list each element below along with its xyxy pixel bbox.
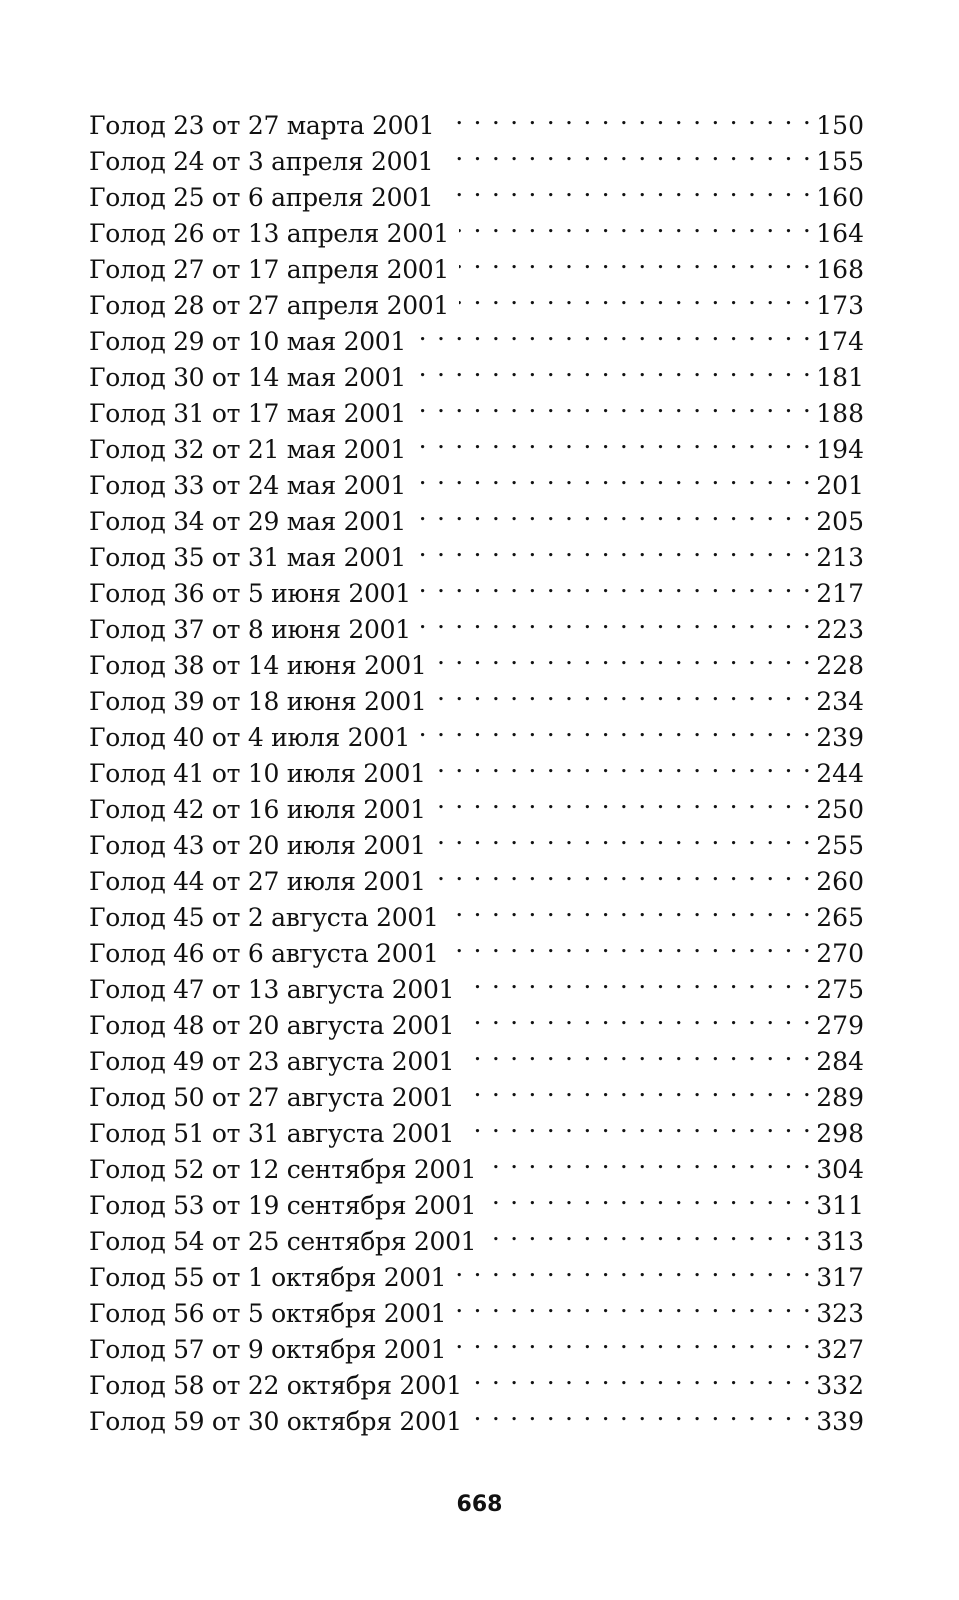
toc-entry-title: Голод 49 от 23 августа 2001 xyxy=(89,1047,455,1076)
dot-leader xyxy=(416,494,812,530)
dot-leader xyxy=(436,674,812,710)
dot-leader xyxy=(464,1034,812,1070)
toc-entry-title: Голод 38 от 14 июня 2001 xyxy=(89,651,427,680)
dot-leader xyxy=(416,422,812,458)
toc-entry-page: 270 xyxy=(816,939,864,968)
dot-leader xyxy=(459,278,812,314)
toc-entry-page: 173 xyxy=(816,291,864,320)
dot-leader xyxy=(472,1394,812,1430)
toc-entry xyxy=(89,98,864,140)
dot-leader xyxy=(472,1358,812,1394)
toc-entry-page: 217 xyxy=(816,579,864,608)
toc-entry-page: 260 xyxy=(816,867,864,896)
toc-entry-title: Голод 30 от 14 мая 2001 xyxy=(89,363,407,392)
toc-entry-page: 323 xyxy=(816,1299,864,1328)
toc-entry-page: 194 xyxy=(816,435,864,464)
toc-entry-title: Голод 37 от 8 июня 2001 xyxy=(89,615,411,644)
dot-leader xyxy=(486,1178,812,1214)
toc-entry-title: Голод 53 от 19 сентября 2001 xyxy=(89,1191,477,1220)
dot-leader xyxy=(464,998,812,1034)
toc-entry-page: 327 xyxy=(816,1335,864,1364)
toc-entry-page: 168 xyxy=(816,255,864,284)
toc-entry-page: 332 xyxy=(816,1371,864,1400)
toc-entry-page: 284 xyxy=(816,1047,864,1076)
toc-entry-page: 213 xyxy=(816,543,864,572)
toc-entry-page: 164 xyxy=(816,219,864,248)
toc-entry-page: 339 xyxy=(816,1407,864,1436)
dot-leader xyxy=(449,890,812,926)
toc-entry-page: 275 xyxy=(816,975,864,1004)
toc-entry-page: 244 xyxy=(816,759,864,788)
toc-entry-page: 250 xyxy=(816,795,864,824)
toc-entry-title: Голод 33 от 24 мая 2001 xyxy=(89,471,407,500)
dot-leader xyxy=(436,782,812,818)
toc-entry-title: Голод 54 от 25 сентября 2001 xyxy=(89,1227,477,1256)
dot-leader xyxy=(459,242,812,278)
toc-entry-page: 289 xyxy=(816,1083,864,1112)
toc-entry-title: Голод 39 от 18 июня 2001 xyxy=(89,687,427,716)
dot-leader xyxy=(456,1250,812,1286)
dot-leader xyxy=(436,818,812,854)
toc-entry-title: Голод 29 от 10 мая 2001 xyxy=(89,327,407,356)
toc-entry-title: Голод 59 от 30 октября 2001 xyxy=(89,1407,462,1436)
dot-leader xyxy=(436,746,812,782)
toc-entry-page: 174 xyxy=(816,327,864,356)
toc-entry-title: Голод 26 от 13 апреля 2001 xyxy=(89,219,450,248)
toc-entry-page: 181 xyxy=(816,363,864,392)
dot-leader xyxy=(421,566,812,602)
toc-entry-page: 188 xyxy=(816,399,864,428)
toc-entry-title: Голод 43 от 20 июля 2001 xyxy=(89,831,426,860)
toc-entry-page: 205 xyxy=(816,507,864,536)
dot-leader xyxy=(456,1286,812,1322)
dot-leader xyxy=(486,1214,812,1250)
toc-entry-page: 304 xyxy=(816,1155,864,1184)
dot-leader xyxy=(464,962,812,998)
toc-entry-page: 150 xyxy=(816,111,864,140)
toc-entry-title: Голод 35 от 31 мая 2001 xyxy=(89,543,407,572)
dot-leader xyxy=(421,602,812,638)
toc-entry-page: 311 xyxy=(816,1191,864,1220)
toc-entry-title: Голод 58 от 22 октября 2001 xyxy=(89,1371,462,1400)
toc-entry-page: 223 xyxy=(816,615,864,644)
toc-entry-page: 239 xyxy=(816,723,864,752)
toc-entry-title: Голод 50 от 27 августа 2001 xyxy=(89,1083,455,1112)
dot-leader xyxy=(464,1106,812,1142)
toc-entry-page: 255 xyxy=(816,831,864,860)
dot-leader xyxy=(443,170,812,206)
toc-entry-page: 298 xyxy=(816,1119,864,1148)
toc-entry-page: 201 xyxy=(816,471,864,500)
toc-entry-page: 228 xyxy=(816,651,864,680)
toc-entry-title: Голод 32 от 21 мая 2001 xyxy=(89,435,407,464)
dot-leader xyxy=(416,350,812,386)
page-number: 668 xyxy=(456,1492,503,1517)
dot-leader xyxy=(449,926,812,962)
toc-entry-title: Голод 45 от 2 августа 2001 xyxy=(89,903,439,932)
toc-entry-page: 160 xyxy=(816,183,864,212)
toc-entry-title: Голод 40 от 4 июля 2001 xyxy=(89,723,411,752)
toc-entry-title: Голод 25 от 6 апреля 2001 xyxy=(89,183,434,212)
toc-entry-page: 265 xyxy=(816,903,864,932)
toc-entry-page: 155 xyxy=(816,147,864,176)
dot-leader xyxy=(459,206,812,242)
toc-entry-title: Голод 44 от 27 июля 2001 xyxy=(89,867,426,896)
dot-leader xyxy=(416,314,812,350)
dot-leader xyxy=(456,1322,812,1358)
toc-entry-title: Голод 31 от 17 мая 2001 xyxy=(89,399,407,428)
toc-entry-title: Голод 27 от 17 апреля 2001 xyxy=(89,255,450,284)
toc-entry-page: 317 xyxy=(816,1263,864,1292)
dot-leader xyxy=(416,386,812,422)
toc-entry-page: 313 xyxy=(816,1227,864,1256)
toc-entry-title: Голод 24 от 3 апреля 2001 xyxy=(89,147,434,176)
toc-entry-title: Голод 57 от 9 октября 2001 xyxy=(89,1335,447,1364)
toc-entry-title: Голод 41 от 10 июля 2001 xyxy=(89,759,426,788)
toc-entry-title: Голод 42 от 16 июля 2001 xyxy=(89,795,426,824)
toc-entry-title: Голод 52 от 12 сентября 2001 xyxy=(89,1155,477,1184)
dot-leader xyxy=(416,530,812,566)
toc-entry-title: Голод 23 от 27 марта 2001 xyxy=(89,111,435,140)
toc-entry-title: Голод 34 от 29 мая 2001 xyxy=(89,507,407,536)
dot-leader xyxy=(444,98,812,134)
dot-leader xyxy=(443,134,812,170)
toc-entry-page: 234 xyxy=(816,687,864,716)
toc-entry-title: Голод 28 от 27 апреля 2001 xyxy=(89,291,450,320)
dot-leader xyxy=(416,458,812,494)
toc-entry-title: Голод 51 от 31 августа 2001 xyxy=(89,1119,455,1148)
dot-leader xyxy=(436,854,812,890)
toc-entry-title: Голод 56 от 5 октября 2001 xyxy=(89,1299,447,1328)
toc-entry-title: Голод 46 от 6 августа 2001 xyxy=(89,939,439,968)
dot-leader xyxy=(436,638,812,674)
toc-entry-title: Голод 47 от 13 августа 2001 xyxy=(89,975,455,1004)
toc-entry-title: Голод 48 от 20 августа 2001 xyxy=(89,1011,455,1040)
toc-entry-title: Голод 36 от 5 июня 2001 xyxy=(89,579,411,608)
dot-leader xyxy=(420,710,812,746)
dot-leader xyxy=(464,1070,812,1106)
toc-entry-page: 279 xyxy=(816,1011,864,1040)
dot-leader xyxy=(486,1142,812,1178)
toc-entry-title: Голод 55 от 1 октября 2001 xyxy=(89,1263,447,1292)
table-of-contents xyxy=(89,98,864,1436)
